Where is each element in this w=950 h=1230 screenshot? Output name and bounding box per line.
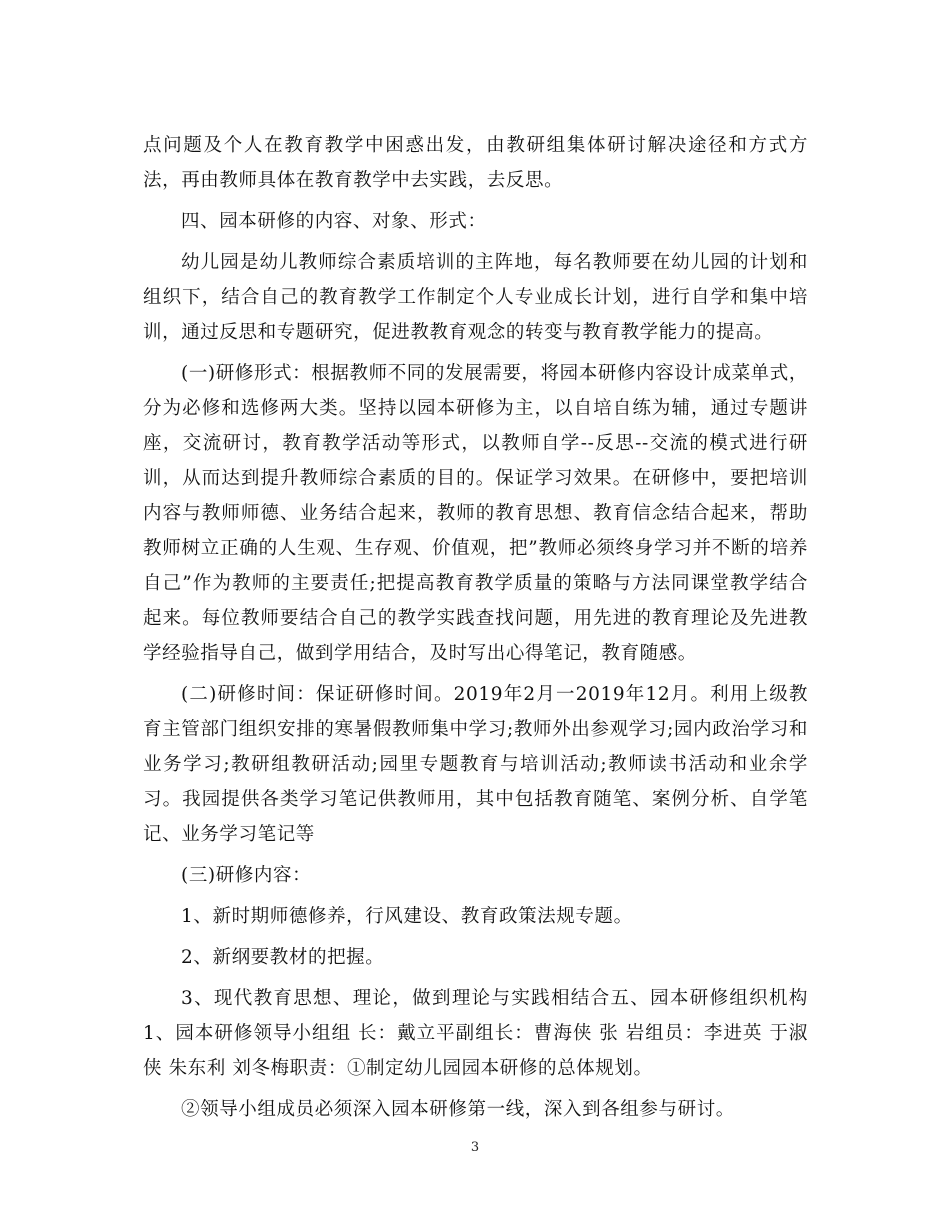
paragraph-continuation: 点问题及个人在教育教学中困惑出发，由教研组集体研讨解决途径和方式方法，再由教师具体在教育教学中去实践，去反思。 xyxy=(143,135,808,191)
section-heading-4: 四、园本研修的内容、对象、形式： xyxy=(181,211,487,232)
subheading-study-content: (三)研修内容： xyxy=(181,865,312,886)
paragraph-study-form: (一)研修形式：根据教师不同的发展需要，将园本研修内容设计成菜单式，分为必修和选修两大类。坚持以园本研修为主，以自培自练为辅，通过专题讲座，交流研讨，教育教学活动等形式，以教师自学--反思--交流的模式进行研训，从而达到提升教师综合素质的目的。保证学习效果。在研修中，要把培训内容与教师师德、业务结合起来，教师的教育思想、教育信念结合起来，帮助教师树立正确的人生观、生存观、价值观，把”教师必须终身学习并不断的培养自己”作为教师的主要责任;把提高教育教学质量的策略与方法同课堂教学结合起来。每位教师要结合自己的教学实践查找问题，用先进的教育理论及先进教学经验指导自己，做到学用结合，及时写出心得笔记，教育随感。 xyxy=(143,363,808,664)
paragraph-study-time: (二)研修时间：保证研修时间。2019年2月一2019年12月。利用上级教育主管部门组织安排的寒暑假教师集中学习;教师外出参观学习;园内政治学习和业务学习;教研组教研活动;园里专题教育与培训活动;教师读书活动和业余学习。我园提供各类学习笔记供教师用，其中包括教育随笔、案例分析、自学笔记、业务学习笔记等 xyxy=(143,684,808,845)
paragraph-kindergarten-training: 幼儿园是幼儿教师综合素质培训的主阵地，每名教师要在幼儿园的计划和组织下，结合自己的教育教学工作制定个人专业成长计划，进行自学和集中培训，通过反思和专题研究，促进教教育观念的转变与教育教学能力的提高。 xyxy=(143,252,808,343)
list-item-3: 3、现代教育思想、理论，做到理论与实践相结合五、园本研修组织机构1、园本研修领导小组组 长：戴立平副组长：曹海侠 张 岩组员：李进英 于淑侠 朱东利 刘冬梅职责：①制定幼儿园园本研修的总体规划。 xyxy=(143,988,808,1079)
list-item-2: 2、新纲要教材的把握。 xyxy=(181,947,385,968)
list-item-1: 1、新时期师德修养，行风建设、教育政策法规专题。 xyxy=(181,906,633,927)
document-body xyxy=(143,128,808,1127)
page-number: 3 xyxy=(470,1140,480,1155)
list-item-circled-2: ②领导小组成员必须深入园本研修第一线，深入到各组参与研讨。 xyxy=(181,1099,735,1120)
